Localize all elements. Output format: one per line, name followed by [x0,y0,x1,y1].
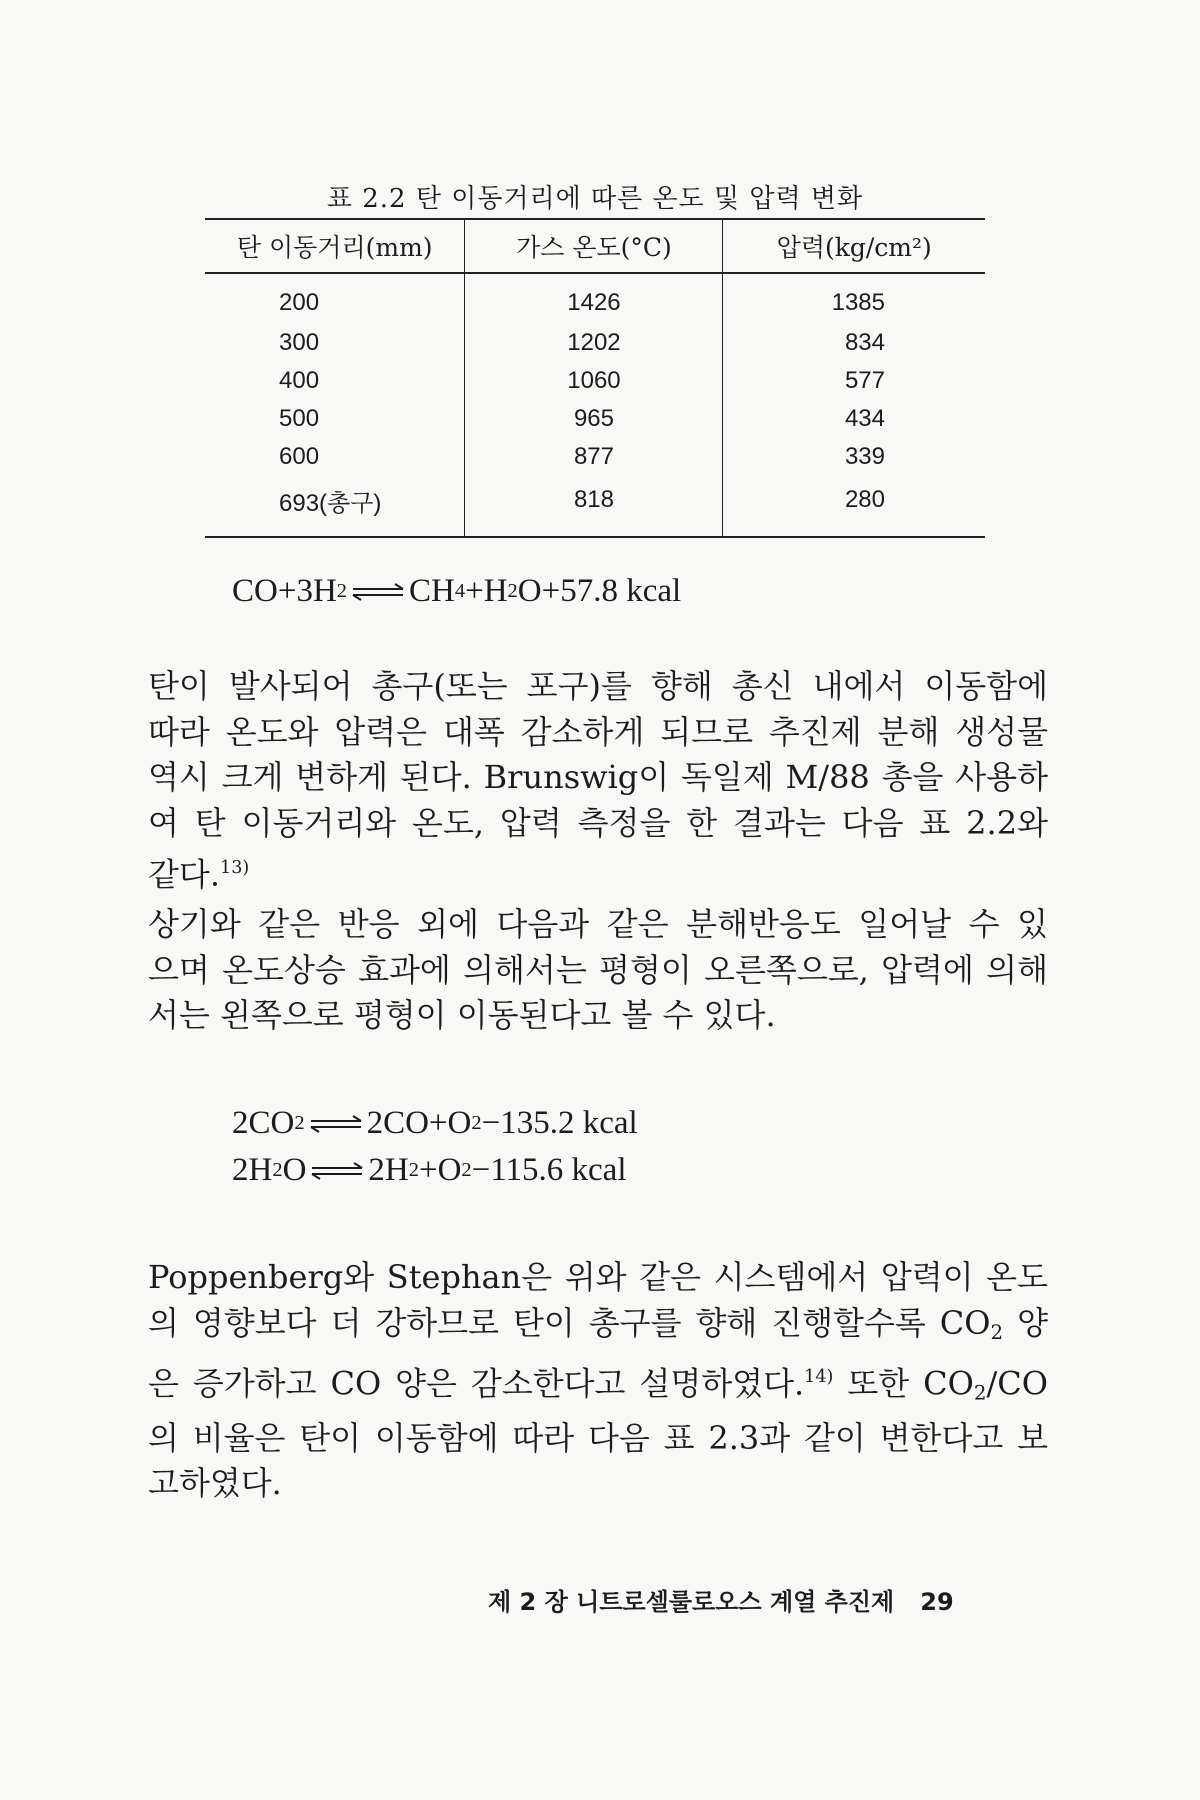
paragraph-line: 상기와 같은 반응 외에 다음과 같은 분해반응도 일어날 수 있 [148,905,1048,943]
table-cell-distance: 500 [279,405,320,432]
equation-term: 2CO+O [366,1105,472,1141]
table-cell-pressure: 434 [844,405,885,432]
table-cell-distance: 400 [279,367,320,394]
text-subscript: 2 [990,1320,1004,1344]
page-footer [488,1582,954,1617]
equation-term: 2H [368,1152,409,1188]
equation-term: 2H [232,1152,273,1188]
paragraph-line: Poppenberg와 Stephan은 위와 같은 시스템에서 압력이 온도 [148,1258,1048,1296]
paragraph-line [148,1301,1048,1355]
equilibrium-arrow-icon [310,1161,364,1181]
equilibrium-arrow-icon [309,1114,363,1134]
table-cell-pressure: 1385 [831,289,885,316]
table-header-pressure: 압력(kg/cm²) [723,219,985,273]
equation-h2o-decomposition [232,1152,627,1189]
equation-methanation [232,573,681,610]
equation-term: O [282,1152,307,1188]
paragraph-bullet-movement [148,664,1048,898]
equation-term: CH [409,573,455,609]
table-cell-temperature: 1426 [465,273,723,324]
table-cell-pressure: 834 [844,329,885,356]
table-cell-temperature: 1202 [465,324,723,362]
table-cell-pressure: 339 [844,443,885,470]
equation-term: +H [465,573,508,609]
reference-marker: 13) [220,858,250,878]
table-cell-pressure: 280 [723,476,985,537]
equation-subscript: 2 [272,1159,283,1181]
equation-term: O+57.8 kcal [517,573,682,609]
equation-subscript: 2 [336,580,348,602]
reference-marker: 14) [804,1366,834,1387]
paragraph-text: 의 영향보다 더 강하므로 탄이 총구를 향해 진행할수록 CO [148,1303,991,1342]
paragraph-line [148,846,1048,898]
table-row [205,362,985,400]
paragraph-text: 양 [1003,1303,1048,1342]
paragraph-line [148,1355,1048,1416]
equation-term: CO+3H [232,573,337,609]
table-cell-distance: 600 [279,443,320,470]
text-subscript: 2 [973,1381,987,1405]
equation-subscript: 2 [408,1159,419,1181]
table-row [205,476,985,537]
table-row [205,438,985,476]
table-cell-pressure: 577 [844,367,885,394]
equation-subscript: 2 [461,1159,472,1181]
chapter-title: 제 2 장 니트로셀룰로오스 계열 추진제 [488,1588,895,1616]
table-cell-distance: 300 [279,329,320,356]
table-row [205,400,985,438]
paragraph-text: /CO [986,1364,1048,1403]
table-header-row [205,219,985,273]
paragraph-line: 역시 크게 변하게 된다. Brunswig이 독일제 M/88 총을 사용하 [148,758,1048,796]
table-cell-distance: 200 [279,289,320,316]
paragraph-line: 고하였다. [148,1464,282,1503]
table-row [205,324,985,362]
equation-term: +O [418,1152,462,1188]
paragraph-text: 같다. [148,855,220,894]
paragraph-text: 은 증가하고 CO 양은 감소한다고 설명하였다. [148,1364,805,1403]
equilibrium-arrow-icon [351,582,405,602]
equation-term: −115.6 kcal [471,1152,627,1188]
paragraph-line: 서는 왼쪽으로 평형이 이동된다고 볼 수 있다. [148,996,776,1034]
table-row [205,273,985,324]
equation-subscript: 2 [507,580,518,602]
paragraph-poppenberg-stephan [148,1255,1048,1507]
paragraph-line: 으며 온도상승 효과에 의해서는 평형이 오른쪽으로, 압력에 의해 [148,950,1048,989]
page-number: 29 [920,1588,954,1616]
table-cell-temperature: 1060 [465,362,723,400]
table-cell-temperature: 818 [465,476,723,537]
equation-term: −135.2 kcal [481,1105,638,1141]
paragraph-text: 또한 CO [833,1364,974,1403]
table-header-distance: 탄 이동거리(mm) [205,219,465,273]
equation-term: 2CO [232,1105,295,1141]
paragraph-line: 따라 온도와 압력은 대폭 감소하게 되므로 추진제 분해 생성물 [148,712,1048,751]
equation-subscript: 2 [294,1112,305,1134]
paragraph-line: 의 비율은 탄이 이동함에 따라 다음 표 2.3과 같이 변한다고 보 [148,1418,1048,1457]
data-table [205,218,985,538]
table-cell-temperature: 877 [465,438,723,476]
paragraph-decomposition [148,902,1048,1039]
equation-subscript: 2 [471,1112,482,1134]
equation-subscript: 4 [454,580,466,602]
equation-co2-decomposition [232,1105,638,1142]
paragraph-line: 여 탄 이동거리와 온도, 압력 측정을 한 결과는 다음 표 2.2와 [148,803,1048,842]
table-cell-distance: 693(총구) [205,476,465,537]
paragraph-line: 탄이 발사되어 총구(또는 포구)를 향해 총신 내에서 이동함에 [148,667,1048,705]
table-caption: 표 2.2 탄 이동거리에 따른 온도 및 압력 변화 [326,184,864,214]
table-cell-temperature: 965 [465,400,723,438]
table-header-temperature: 가스 온도(°C) [465,219,723,273]
